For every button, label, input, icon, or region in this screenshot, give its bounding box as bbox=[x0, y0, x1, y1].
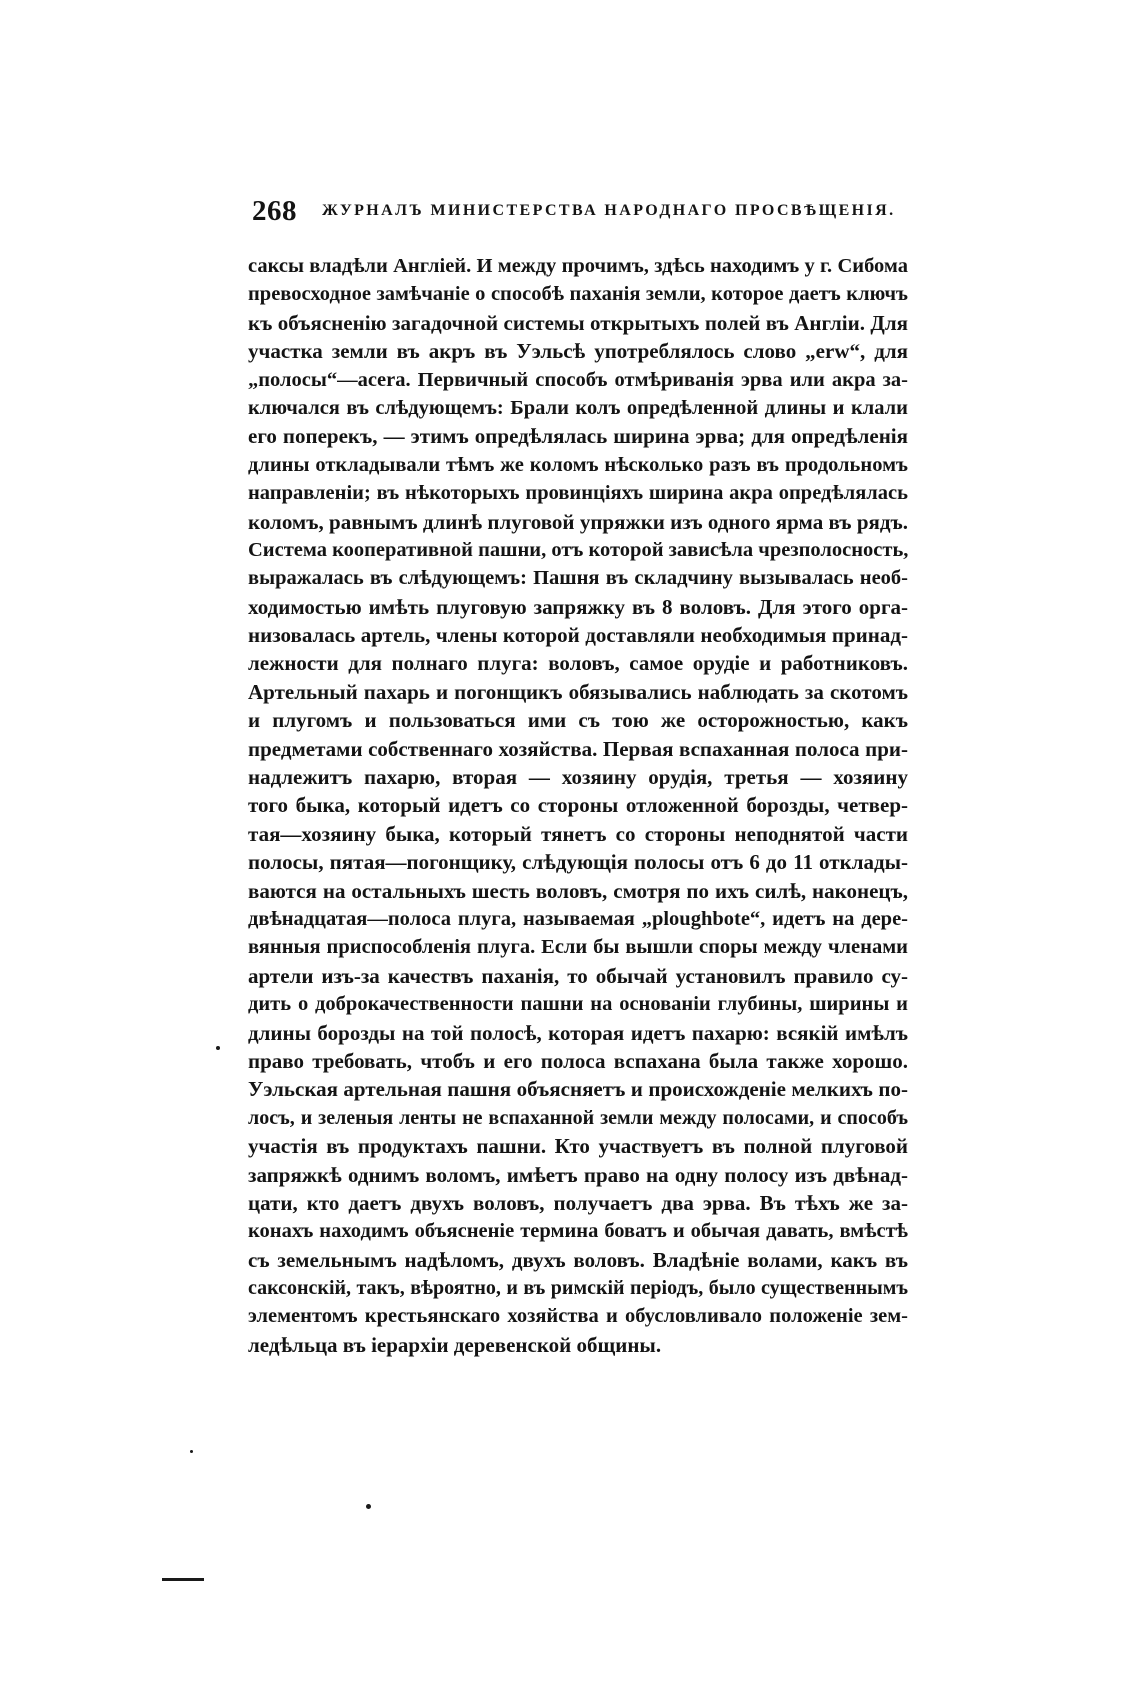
text-line: вянныя приспособленія плуга. Если бы вышли споры между членами bbox=[248, 936, 908, 959]
text-line: артели изъ-за качествъ паханія, то обычай установилъ правило су- bbox=[248, 963, 908, 988]
text-line: ходимостью имѣть плуговую запряжку въ 8 воловъ. Для этого орга- bbox=[248, 594, 908, 619]
text-line: ключался въ слѣдующемъ: Брали колъ опредѣленной длины и клали bbox=[248, 396, 908, 419]
text-line: его поперекъ, — этимъ опредѣлялась ширина эрва; для опредѣленія bbox=[248, 424, 908, 449]
text-line: надлежитъ пахарю, вторая — хозяину орудія, третья — хозяину bbox=[248, 765, 908, 790]
text-line: конахъ находимъ объясненіе термина боватъ и обычая давать, вмѣстѣ bbox=[248, 1220, 908, 1243]
text-line: двѣнадцатая—полоса плуга, называемая „ploughbote“, идетъ на дере- bbox=[248, 907, 908, 930]
text-line: саксонскій, такъ, вѣроятно, и въ римскій періодъ, было существеннымъ bbox=[248, 1277, 908, 1300]
text-line: превосходное замѣчаніе о способѣ паханія земли, которое даетъ ключъ bbox=[248, 283, 908, 306]
running-title: ЖУРНАЛЪ МИНИСТЕРСТВА НАРОДНАГО ПРОСВѢЩЕНІЯ. bbox=[322, 202, 896, 219]
scan-mark bbox=[162, 1578, 204, 1581]
text-line: право требовать, чтобъ и его полоса вспахана была также хорошо. bbox=[248, 1048, 908, 1073]
text-line: коломъ, равнымъ длинѣ плуговой упряжки изъ одного ярма въ рядъ. bbox=[248, 509, 908, 534]
text-line: „полосы“—acera. Первичный способъ отмѣриванія эрва или акра за- bbox=[248, 368, 908, 391]
text-line: и плугомъ и пользоваться ими съ тою же осторожностью, какъ bbox=[248, 708, 908, 733]
text-line: цати, кто даетъ двухъ воловъ, получаетъ два эрва. Въ тѣхъ же за- bbox=[248, 1190, 908, 1215]
text-line: лосъ, и зеленыя ленты не вспаханной земли между полосами, и способъ bbox=[248, 1106, 908, 1129]
text-line: того быка, который идетъ со стороны отложенной борозды, четвер- bbox=[248, 793, 908, 818]
text-line: Артельный пахарь и погонщикъ обязывались наблюдать за скотомъ bbox=[248, 679, 908, 704]
scan-speck bbox=[216, 1046, 220, 1050]
scan-speck bbox=[190, 1450, 193, 1453]
text-line: низовалась артель, члены которой доставляли необходимыя принад- bbox=[248, 623, 908, 648]
text-line: участка земли въ акръ въ Уэльсѣ употреблялось слово „erw“, для bbox=[248, 339, 908, 364]
text-line: предметами собственнаго хозяйства. Первая вспаханная полоса при- bbox=[248, 736, 908, 761]
text-line: выражалась въ слѣдующемъ: Пашня въ складчину вызывалась необ- bbox=[248, 567, 908, 590]
text-line: дить о доброкачественности пашни на основаніи глубины, ширины и bbox=[248, 993, 908, 1016]
text-line: ледѣльца въ іерархіи деревенской общины. bbox=[248, 1332, 662, 1357]
text-line: запряжкѣ однимъ воломъ, имѣетъ право на одну полосу изъ двѣнад- bbox=[248, 1162, 908, 1187]
scan-speck bbox=[366, 1504, 371, 1509]
text-line: Уэльская артельная пашня объясняетъ и происхожденіе мелкихъ по- bbox=[248, 1077, 908, 1102]
text-line: лежности для полнаго плуга: воловъ, самое орудіе и работниковъ. bbox=[248, 651, 908, 676]
text-line: саксы владѣли Англіей. И между прочимъ, здѣсь находимъ у г. Сибома bbox=[248, 255, 908, 277]
text-line: Система кооперативной пашни, отъ которой зависѣла чрезполосность, bbox=[248, 538, 909, 561]
text-line: съ земельнымъ надѣломъ, двухъ воловъ. Владѣніе волами, какъ въ bbox=[248, 1247, 908, 1272]
text-line: ваются на остальныхъ шесть воловъ, смотря по ихъ силѣ, наконецъ, bbox=[248, 878, 908, 903]
text-line: полосы, пятая—погонщику, слѣдующія полосы отъ 6 до 11 отклады- bbox=[248, 850, 908, 875]
page-header bbox=[252, 195, 912, 235]
text-line: элементомъ крестьянскаго хозяйства и обусловливало положеніе зем- bbox=[248, 1305, 908, 1328]
text-line: тая—хозяину быка, который тянетъ со стороны неподнятой части bbox=[248, 821, 908, 846]
text-line: длины откладывали тѣмъ же коломъ нѣсколько разъ въ продольномъ bbox=[248, 453, 908, 476]
page-number: 268 bbox=[252, 195, 297, 227]
text-line: длины борозды на той полосѣ, которая идетъ пахарю: всякій имѣлъ bbox=[248, 1020, 908, 1045]
text-line: участія въ продуктахъ пашни. Кто участвуетъ въ полной плуговой bbox=[248, 1134, 908, 1159]
text-line: къ объясненію загадочной системы открытыхъ полей въ Англіи. Для bbox=[248, 310, 908, 335]
text-line: направленіи; въ нѣкоторыхъ провинціяхъ ширина акра опредѣлялась bbox=[248, 482, 908, 505]
body-text bbox=[248, 252, 908, 1359]
